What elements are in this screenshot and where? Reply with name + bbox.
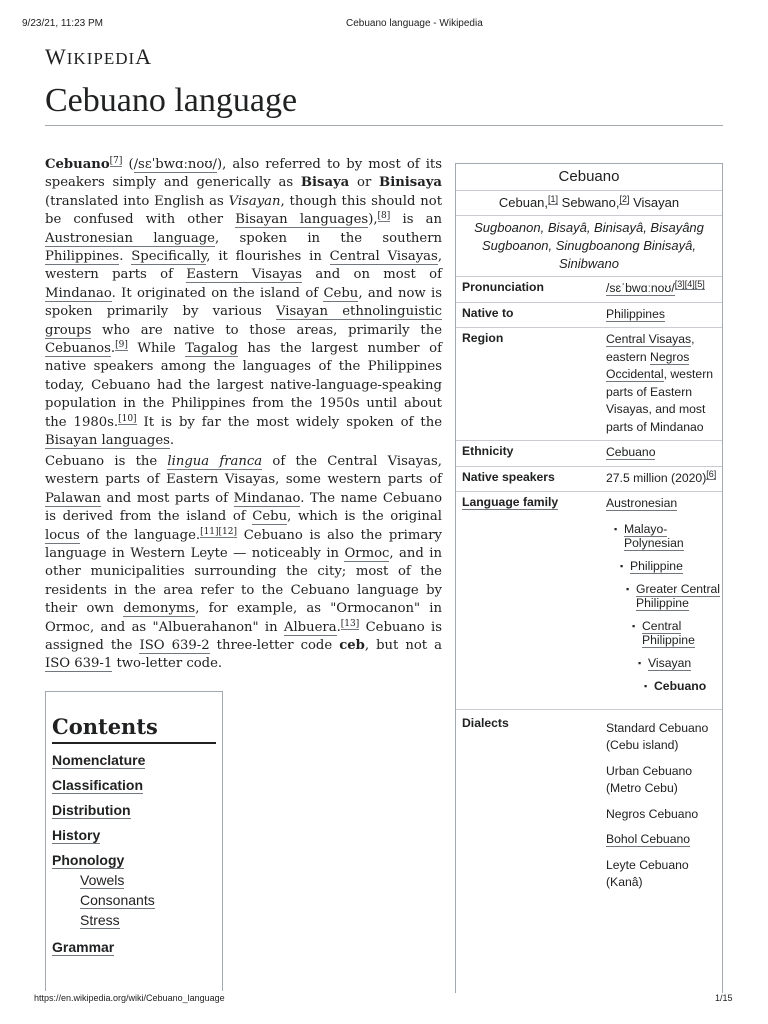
toc-subitem-consonants[interactable]: Consonants xyxy=(80,892,155,908)
dialect-item: Leyte Cebuano (Kanâ) xyxy=(606,857,689,889)
family-central-philippine[interactable]: Central Philippine xyxy=(642,618,695,647)
dialect-item[interactable]: Bohol Cebuano xyxy=(606,832,691,846)
intro-paragraph-1: Cebuano[7] (/sɛˈbwɑːnoʊ/), also referred to by most of its speakers simply and generically as Bisaya or Binisaya (translated into English as Visayan, though this should not be confused with other Bisayan languages),[8] is an Austronesian language, spoken in the southern Philippines. Specifically, it flourishes in Central Visayas, western parts of Eastern Visayas and on most of Mindanao. It originated on the island of Cebu, and now is spoken primarily by various Visayan ethnolinguistic groups who are native to those areas, primarily the Cebuanos.[9] While Tagalog has the largest number of native speakers among the languages of the Philippines today, Cebuano had the largest native-language-speaking population in the Philippines from the 1950s until about the 1980s.[10] It is by far the most widely spoken of the Bisayan languages. xyxy=(45,156,443,449)
toc-item-distribution[interactable]: Distribution xyxy=(52,802,131,818)
link-tagalog[interactable]: Tagalog xyxy=(185,341,238,357)
family-greater-central-philippine[interactable]: Greater Central Philippine xyxy=(636,581,720,610)
link-bisayan-languages-2[interactable]: Bisayan languages xyxy=(45,433,170,449)
ref-link[interactable]: [12] xyxy=(218,526,238,537)
link-ormoc[interactable]: Ormoc xyxy=(344,546,390,562)
toc-item-history[interactable]: History xyxy=(52,827,101,843)
link-cebu-2[interactable]: Cebu xyxy=(252,509,288,525)
page-title: Cebuano language xyxy=(45,82,298,119)
infobox-row-ethnicity: Ethnicity Cebuano xyxy=(456,441,722,467)
infobox-row-language-family: Language family Austronesian ▪ Malayo-Polynesian ▪ Philippine ▪ Greater Central Philippine ▪ Central Philippine ▪ Visayan ▪ Cebuano xyxy=(456,492,722,710)
link-philippines-infobox[interactable]: Philippines xyxy=(606,306,665,321)
print-datetime: 9/23/21, 11:23 PM xyxy=(22,18,103,29)
link-austronesian[interactable]: Austronesian language xyxy=(45,230,215,246)
link-mindanao[interactable]: Mindanao xyxy=(45,285,112,301)
table-of-contents xyxy=(45,691,223,991)
ref-link[interactable]: [13] xyxy=(340,618,360,629)
link-central-visayas-infobox[interactable]: Central Visayas xyxy=(606,332,692,346)
infobox-row-native-to: Native to Philippines xyxy=(456,303,722,329)
link-mindanao-2[interactable]: Mindanao xyxy=(233,490,301,506)
family-malayo-polynesian[interactable]: Malayo-Polynesian xyxy=(624,521,684,550)
link-central-visayas[interactable]: Central Visayas xyxy=(329,249,438,265)
infobox-names: Cebuan,[1] Sebwano,[2] Visayan xyxy=(456,191,722,216)
wikipedia-logo[interactable]: WIKIPEDIA xyxy=(45,44,153,69)
ref-link[interactable]: [8] xyxy=(377,211,391,222)
link-negros-occidental[interactable]: Negros Occidental xyxy=(606,349,690,381)
infobox-row-pronunciation: Pronunciation /sɛˈbwɑːnoʊ/[3][4][5] xyxy=(456,277,722,303)
link-locus[interactable]: locus xyxy=(45,527,80,543)
print-page-number: 1/15 xyxy=(715,993,733,1003)
toc-item-classification[interactable]: Classification xyxy=(52,777,144,793)
link-austronesian-infobox[interactable]: Austronesian xyxy=(606,496,678,510)
infobox-row-region: Region Central Visayas, eastern Negros Occidental, western parts of Eastern Visayas, and most parts of Mindanao xyxy=(456,328,722,441)
ref-link[interactable]: [2] xyxy=(619,194,630,204)
print-url: https://en.wikipedia.org/wiki/Cebuano_language xyxy=(34,993,225,1003)
infobox-row-native-speakers: Native speakers 27.5 million (2020)[6] xyxy=(456,467,722,493)
link-cebuanos[interactable]: Cebuanos xyxy=(45,341,111,357)
infobox-title: Cebuano xyxy=(456,164,722,191)
toc-subitem-stress[interactable]: Stress xyxy=(80,912,120,928)
infobox-alt-names: Sugboanon, Bisayâ, Binisayâ, Bisayâng Sugboanon, Sinugboanong Binisayâ, Sinibwano xyxy=(456,216,722,277)
toc-item-grammar[interactable]: Grammar xyxy=(52,939,115,955)
toc-subitem-vowels[interactable]: Vowels xyxy=(80,872,125,888)
ipa-link[interactable]: /sɛˈbwɑːnoʊ/ xyxy=(606,281,675,295)
ref-link[interactable]: [3][4][5] xyxy=(674,279,705,289)
print-doc-title: Cebuano language - Wikipedia xyxy=(346,18,483,29)
toc-title: Contents xyxy=(52,714,216,744)
family-visayan[interactable]: Visayan xyxy=(648,655,692,670)
family-philippine[interactable]: Philippine xyxy=(630,558,683,573)
dialect-item: Negros Cebuano xyxy=(606,806,699,821)
link-bisayan-languages[interactable]: Bisayan languages xyxy=(235,212,369,228)
ref-link[interactable]: [11] xyxy=(200,526,219,537)
title-divider xyxy=(45,125,723,126)
family-cebuano: Cebuano xyxy=(654,678,707,693)
toc-item-phonology[interactable]: Phonology xyxy=(52,852,125,868)
dialect-item: Urban Cebuano (Metro Cebu) xyxy=(606,763,693,795)
link-visayan-groups[interactable]: Visayan ethnolinguistic groups xyxy=(45,304,443,338)
ipa-link[interactable]: /sɛˈbwɑːnoʊ/ xyxy=(133,157,217,172)
link-specifically[interactable]: Specifically xyxy=(131,249,207,265)
dialect-item: Standard Cebuano (Cebu island) xyxy=(606,720,709,752)
link-demonyms[interactable]: demonyms xyxy=(123,601,196,617)
link-albuera[interactable]: Albuera xyxy=(283,619,337,635)
ref-link[interactable]: [6] xyxy=(706,468,717,479)
link-iso-639-2[interactable]: ISO 639-2 xyxy=(139,638,210,654)
ref-link[interactable]: [9] xyxy=(115,340,128,351)
ref-link[interactable]: [10] xyxy=(118,413,137,424)
link-philippines[interactable]: Philippines xyxy=(45,249,120,265)
intro-paragraph-2: Cebuano is the lingua franca of the Central Visayas, western parts of Eastern Visayas, some western parts of Palawan and most parts of Mindanao. The name Cebuano is derived from the island of Cebu, which is the original locus of the language.[11][12] Cebuano is also the primary language in Western Leyte — noticeably in Ormoc, and in other municipalities surrounding the city; most of the residents in the area refer to the Cebuano language by their own demonyms, for example, as "Ormocanon" in Ormoc, and as "Albuerahanon" in Albuera.[13] Cebuano is assigned the ISO 639-2 three-letter code ceb, but not a ISO 639-1 two-letter code. xyxy=(45,454,443,672)
link-cebu[interactable]: Cebu xyxy=(323,285,359,301)
infobox-row-dialects: Dialects Standard Cebuano (Cebu island) Urban Cebuano (Metro Cebu) Negros Cebuano Bohol Cebuano Leyte Cebuano (Kanâ) xyxy=(456,710,722,904)
link-lingua-franca[interactable]: lingua franca xyxy=(167,454,263,469)
ref-link[interactable]: [7] xyxy=(109,156,123,166)
link-palawan[interactable]: Palawan xyxy=(45,490,101,506)
link-eastern-visayas[interactable]: Eastern Visayas xyxy=(186,267,303,283)
toc-item-nomenclature[interactable]: Nomenclature xyxy=(52,752,146,768)
infobox xyxy=(455,163,723,993)
link-cebuano-people[interactable]: Cebuano xyxy=(606,445,656,459)
link-iso-639-1[interactable]: ISO 639-1 xyxy=(45,656,113,672)
ref-link[interactable]: [1] xyxy=(548,194,559,204)
